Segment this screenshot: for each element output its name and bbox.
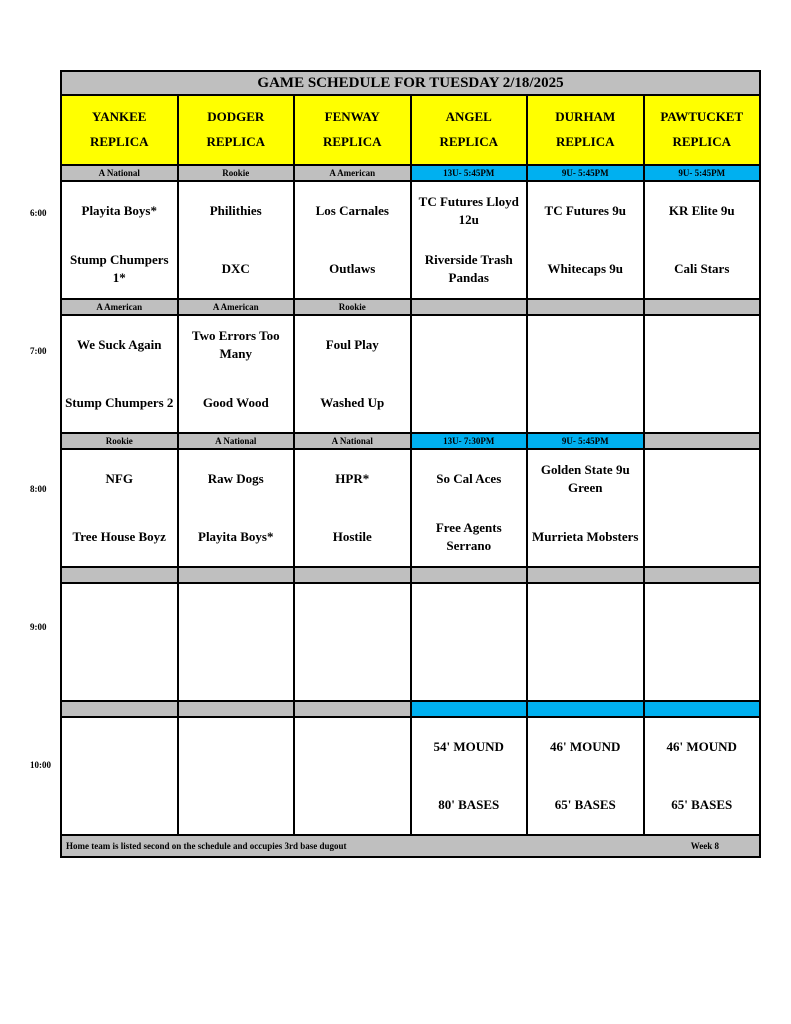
week-label: Week 8 [690, 841, 719, 851]
away-team [62, 718, 177, 776]
division-label [61, 567, 178, 583]
division-label [644, 433, 761, 449]
division-label: Rookie [61, 433, 178, 449]
away-team: 54' MOUND [433, 739, 504, 755]
game-cell [411, 181, 528, 299]
game-cell [644, 583, 761, 701]
game-cell [527, 181, 644, 299]
game-cell [527, 583, 644, 701]
game-cell [294, 181, 411, 299]
game-cell [644, 449, 761, 567]
division-label [294, 701, 411, 717]
away-team: 46' MOUND [666, 739, 737, 755]
away-team: So Cal Aces [436, 471, 502, 487]
home-team [412, 642, 527, 700]
time-label: 10:00 [30, 760, 51, 770]
away-team [295, 584, 410, 642]
field-header [411, 95, 528, 165]
home-team [528, 642, 643, 700]
schedule-title: GAME SCHEDULE FOR TUESDAY 2/18/2025 [61, 71, 760, 95]
field-name: FENWAY [324, 109, 380, 125]
away-team: Raw Dogs [207, 471, 264, 487]
away-team [62, 584, 177, 642]
away-team [528, 584, 643, 642]
division-label [527, 567, 644, 583]
home-team: Riverside Trash Pandas [424, 252, 513, 285]
home-team [179, 776, 294, 834]
schedule-footer [61, 835, 760, 857]
game-cell [294, 315, 411, 433]
home-team: 65' BASES [554, 797, 616, 813]
field-subtitle: REPLICA [672, 134, 731, 149]
game-cell [527, 315, 644, 433]
away-team: NFG [105, 471, 133, 487]
home-team [295, 776, 410, 834]
time-label: 6:00 [30, 208, 47, 218]
division-label: A National [294, 433, 411, 449]
home-team: 65' BASES [671, 797, 733, 813]
home-team: Stump Chumpers 2 [65, 395, 174, 411]
field-subtitle: REPLICA [322, 134, 382, 149]
away-team: Playita Boys* [81, 203, 157, 219]
home-team [645, 642, 760, 700]
home-team: 80' BASES [438, 797, 500, 813]
division-label: 13U- 5:45PM [411, 165, 528, 181]
home-team: Tree House Boyz [72, 529, 166, 545]
home-team: Cali Stars [674, 261, 730, 277]
away-team [645, 584, 760, 642]
division-label: A National [178, 433, 295, 449]
division-label [411, 701, 528, 717]
home-team: Good Wood [202, 395, 269, 411]
game-cell [61, 315, 178, 433]
field-header [61, 95, 178, 165]
time-label: 7:00 [30, 346, 47, 356]
away-team [412, 584, 527, 642]
away-team: TC Futures Lloyd 12u [418, 194, 519, 227]
division-label [411, 299, 528, 315]
division-label [527, 701, 644, 717]
division-label [294, 567, 411, 583]
home-team [295, 642, 410, 700]
time-label: 8:00 [30, 484, 47, 494]
home-team: Outlaws [329, 261, 376, 277]
field-name: DURHAM [555, 109, 616, 125]
division-label [61, 701, 178, 717]
home-team: Whitecaps 9u [547, 261, 623, 277]
division-label: Rookie [294, 299, 411, 315]
game-cell [178, 583, 295, 701]
away-team: KR Elite 9u [668, 203, 735, 219]
away-team [179, 718, 294, 776]
field-name: YANKEE [92, 109, 147, 125]
division-label [178, 701, 295, 717]
home-team [179, 642, 294, 700]
away-team [528, 316, 643, 374]
game-cell [61, 449, 178, 567]
home-team: Playita Boys* [198, 529, 274, 545]
game-cell [411, 449, 528, 567]
game-cell [411, 583, 528, 701]
game-cell [527, 717, 644, 835]
field-subtitle: REPLICA [89, 134, 149, 149]
home-team [645, 374, 760, 432]
away-team: Foul Play [325, 337, 379, 353]
division-label [411, 567, 528, 583]
division-label: A American [178, 299, 295, 315]
away-team: Philithies [209, 203, 262, 219]
field-subtitle: REPLICA [206, 134, 265, 149]
division-label: A American [294, 165, 411, 181]
game-cell [527, 449, 644, 567]
division-label: 9U- 5:45PM [527, 165, 644, 181]
division-label: Rookie [178, 165, 295, 181]
away-team [412, 316, 527, 374]
game-cell [61, 583, 178, 701]
division-label: A National [61, 165, 178, 181]
game-cell [294, 717, 411, 835]
field-header [294, 95, 411, 165]
field-name: DODGER [207, 109, 265, 125]
game-cell [178, 181, 295, 299]
game-cell [61, 181, 178, 299]
field-header [644, 95, 761, 165]
division-label: 9U- 5:45PM [644, 165, 761, 181]
field-name: ANGEL [445, 109, 492, 125]
division-label [644, 701, 761, 717]
home-team-note: Home team is listed second on the schedule and occupies 3rd base dugout [66, 841, 347, 851]
game-cell [644, 181, 761, 299]
away-team: Golden State 9u Green [540, 462, 630, 495]
away-team [179, 584, 294, 642]
field-subtitle: REPLICA [439, 134, 498, 149]
away-team: Two Errors Too Many [191, 328, 280, 361]
division-label [644, 299, 761, 315]
away-team: Los Carnales [315, 203, 389, 219]
division-label: 13U- 7:30PM [411, 433, 528, 449]
division-label: 9U- 5:45PM [527, 433, 644, 449]
field-name: PAWTUCKET [660, 109, 744, 125]
game-cell [411, 315, 528, 433]
home-team [528, 374, 643, 432]
game-cell [178, 315, 295, 433]
game-cell [178, 449, 295, 567]
division-label [527, 299, 644, 315]
away-team: We Suck Again [76, 337, 162, 353]
field-subtitle: REPLICA [555, 134, 615, 149]
division-label [178, 567, 295, 583]
game-cell [644, 717, 761, 835]
home-team: Hostile [332, 529, 372, 545]
away-team [645, 450, 760, 508]
away-team: 46' MOUND [550, 739, 621, 755]
game-cell [61, 717, 178, 835]
field-header [527, 95, 644, 165]
game-cell [294, 583, 411, 701]
away-team: TC Futures 9u [544, 203, 626, 219]
home-team [645, 508, 760, 566]
away-team [645, 316, 760, 374]
home-team [62, 776, 177, 834]
home-team: Stump Chumpers 1* [69, 252, 169, 285]
home-team [412, 374, 527, 432]
home-team: Murrieta Mobsters [532, 529, 639, 545]
home-team: Washed Up [320, 395, 385, 411]
home-team: Free Agents Serrano [435, 520, 502, 553]
away-team [295, 718, 410, 776]
schedule-table [60, 70, 761, 858]
division-label: A American [61, 299, 178, 315]
division-label [644, 567, 761, 583]
time-label: 9:00 [30, 622, 47, 632]
game-cell [644, 315, 761, 433]
home-team: DXC [221, 261, 250, 277]
field-header [178, 95, 295, 165]
away-team: HPR* [335, 471, 370, 487]
game-cell [411, 717, 528, 835]
game-cell [178, 717, 295, 835]
game-cell [294, 449, 411, 567]
home-team [62, 642, 177, 700]
